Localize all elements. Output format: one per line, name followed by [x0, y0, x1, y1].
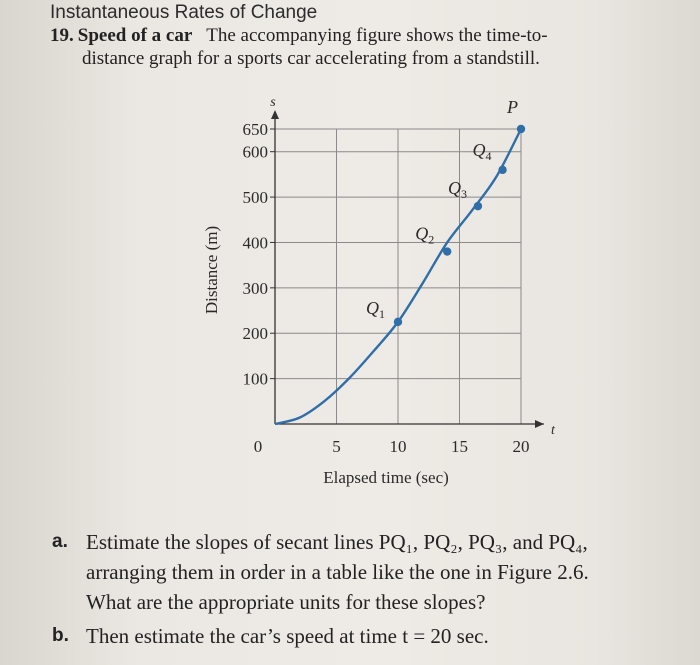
section-heading: Instantaneous Rates of Change: [50, 2, 318, 23]
y-tick-label: 400: [242, 233, 268, 253]
chart-grid: [275, 129, 521, 424]
y-tick-label: 200: [242, 324, 268, 344]
point-label: P: [507, 97, 518, 117]
x-tick-label: 5: [332, 437, 341, 456]
y-axis-arrow: [271, 110, 279, 119]
chart-axes: [271, 110, 544, 428]
questions: [52, 527, 692, 651]
point-p: [517, 125, 525, 133]
question-line: Then estimate the car’s speed at time t = 20 sec.: [86, 624, 489, 648]
y-axis-label: Distance (m): [202, 225, 221, 315]
chart-points: [366, 97, 525, 326]
x-tick-label: 15: [451, 437, 468, 456]
point-q1: [394, 318, 402, 326]
y-axis-variable: s: [270, 95, 276, 110]
x-axis-variable: t: [551, 423, 555, 438]
question-line: arranging them in order in a table like the one in Figure 2.6.: [86, 560, 589, 584]
question-letter: a.: [52, 531, 68, 552]
problem-number: 19.: [50, 25, 74, 46]
y-tick-label: 600: [242, 142, 268, 162]
problem-text-line2: distance graph for a sports car accelerating from a standstill.: [82, 48, 540, 69]
x-axis-arrow: [535, 420, 544, 428]
x-tick-label: 20: [512, 437, 530, 456]
x-axis-label: Elapsed time (sec): [323, 468, 449, 487]
point-label: $Q_3$: [447, 178, 467, 202]
question-line: Estimate the slopes of secant lines PQ₁, PQ₂, PQ₃, and PQ₄,: [86, 530, 588, 554]
point-label: $Q_2$: [415, 223, 435, 247]
question-b: [52, 621, 692, 651]
x-tick-label: 10: [389, 437, 407, 456]
y-tick-label: 500: [242, 188, 268, 208]
point-q4: [498, 166, 506, 174]
x-tick-label: 0: [253, 437, 263, 456]
question-letter: b.: [52, 625, 69, 646]
y-tick-label: 100: [242, 369, 268, 389]
question-line: What are the appropriate units for these slopes?: [86, 590, 486, 614]
point-label: $Q_1$: [366, 297, 385, 321]
y-tick-label: 650: [242, 120, 268, 139]
point-label: $Q_4$: [472, 139, 492, 163]
problem-title: Speed of a car: [77, 25, 193, 46]
point-q2: [443, 247, 451, 255]
point-q3: [474, 202, 482, 210]
question-a: [52, 527, 692, 617]
y-tick-label: 300: [242, 278, 268, 298]
problem-text-line1: The accompanying figure shows the time-to-: [206, 25, 548, 46]
